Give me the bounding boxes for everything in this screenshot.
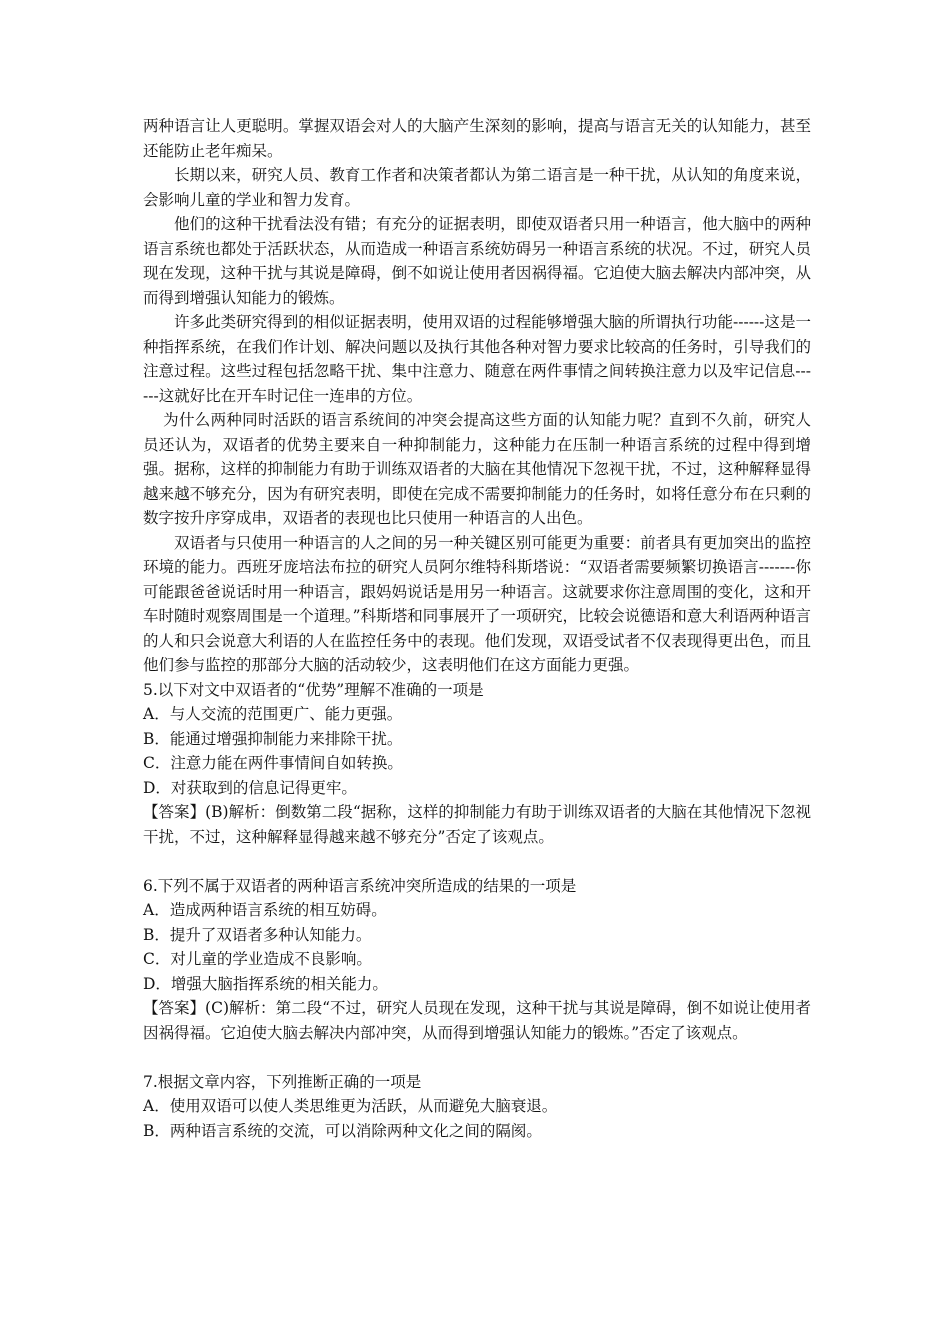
question-6 (143, 874, 811, 1046)
spacer (143, 849, 811, 874)
question-7 (143, 1070, 811, 1144)
question-5 (143, 678, 811, 850)
question-stem: 7.根据文章内容，下列推断正确的一项是 (143, 1072, 422, 1091)
option-d: D．对获取到的信息记得更牢。 (143, 778, 357, 797)
option-b: B．能通过增强抑制能力来排除干扰。 (143, 729, 403, 748)
passage-paragraph-4: 许多此类研究得到的相似证据表明，使用双语的过程能够增强大脑的所谓执行功能------这是一种指挥系统，在我们作计划、解决问题以及执行其他各种对智力要求比较高的任务时，引导我们的注意过程。这些过程包括忽略干扰、集中注意力、随意在两件事情之间转换注意力以及牢记信息------这就好比在开车时记住一连串的方位。 (143, 313, 811, 405)
option-a: A．与人交流的范围更广、能力更强。 (143, 705, 403, 723)
passage-paragraph-5: 为什么两种同时活跃的语言系统间的冲突会提高这些方面的认知能力呢？直到不久前，研究人员还认为，双语者的优势主要来自一种抑制能力，这种能力在压制一种语言系统的过程中得到增强。据称，这样的抑制能力有助于训练双语者的大脑在其他情况下忽视干扰，不过，这种解释显得越来越不够充分，因为有研究表明，即使在完成不需要抑制能力的任务时，如将任意分布在只剩的数字按升序穿成串，双语者的表现也比只使用一种语言的人出色。 (143, 411, 811, 527)
passage-paragraph-3: 他们的这种干扰看法没有错；有充分的证据表明，即使双语者只用一种语言，他大脑中的两种语言系统也都处于活跃状态，从而造成一种语言系统妨碍另一种语言系统的状况。不过，研究人员现在发现，这种干扰与其说是障碍，倒不如说让使用者因祸得福。它迫使大脑去解决内部冲突，从而得到增强认知能力的锻炼。 (143, 215, 811, 307)
passage-paragraph-6: 双语者与只使用一种语言的人之间的另一种关键区别可能更为重要：前者具有更加突出的监控环境的能力。西班牙庞培法布拉的研究人员阿尔维特科斯塔说：“双语者需要频繁切换语言-------你可能跟爸爸说话时用一种语言，跟妈妈说话是用另一种语言。这就要求你注意周围的变化，这和开车时随时观察周围是一个道理。”科斯塔和同事展开了一项研究，比较会说德语和意大利语两种语言的人和只会说意大利语的人在监控任务中的表现。他们发现，双语受试者不仅表现得更出色，而且他们参与监控的那部分大脑的活动较少，这表明他们在这方面能力更强。 (143, 533, 811, 674)
spacer (143, 1045, 811, 1070)
option-b: B．两种语言系统的交流，可以消除两种文化之间的隔阂。 (143, 1121, 542, 1140)
option-c: C．对儿童的学业造成不良影响。 (143, 950, 372, 968)
option-a: A．使用双语可以使人类思维更为活跃，从而避免大脑衰退。 (143, 1097, 558, 1115)
answer-explanation: 【答案】(B)解析：倒数第二段“据称，这样的抑制能力有助于训练双语者的大脑在其他情况下忽视干扰，不过，这种解释显得越来越不够充分”否定了该观点。 (143, 803, 811, 846)
document-page (143, 114, 811, 1143)
option-d: D．增强大脑指挥系统的相关能力。 (143, 974, 388, 993)
answer-explanation: 【答案】(C)解析：第二段“不过，研究人员现在发现，这种干扰与其说是障碍，倒不如说让使用者因祸得福。它迫使大脑去解决内部冲突，从而得到增强认知能力的锻炼。”否定了该观点。 (143, 999, 811, 1042)
passage-paragraph-1: 两种语言让人更聪明。掌握双语会对人的大脑产生深刻的影响，提高与语言无关的认知能力，甚至还能防止老年痴呆。 (143, 117, 811, 160)
question-stem: 5.以下对文中双语者的“优势”理解不准确的一项是 (143, 680, 484, 699)
option-a: A．造成两种语言系统的相互妨碍。 (143, 901, 387, 919)
option-c: C．注意力能在两件事情间自如转换。 (143, 754, 403, 772)
question-stem: 6.下列不属于双语者的两种语言系统冲突所造成的结果的一项是 (143, 876, 577, 895)
passage-paragraph-2: 长期以来，研究人员、教育工作者和决策者都认为第二语言是一种干扰，从认知的角度来说，会影响儿童的学业和智力发育。 (143, 166, 811, 209)
option-b: B．提升了双语者多种认知能力。 (143, 925, 372, 944)
